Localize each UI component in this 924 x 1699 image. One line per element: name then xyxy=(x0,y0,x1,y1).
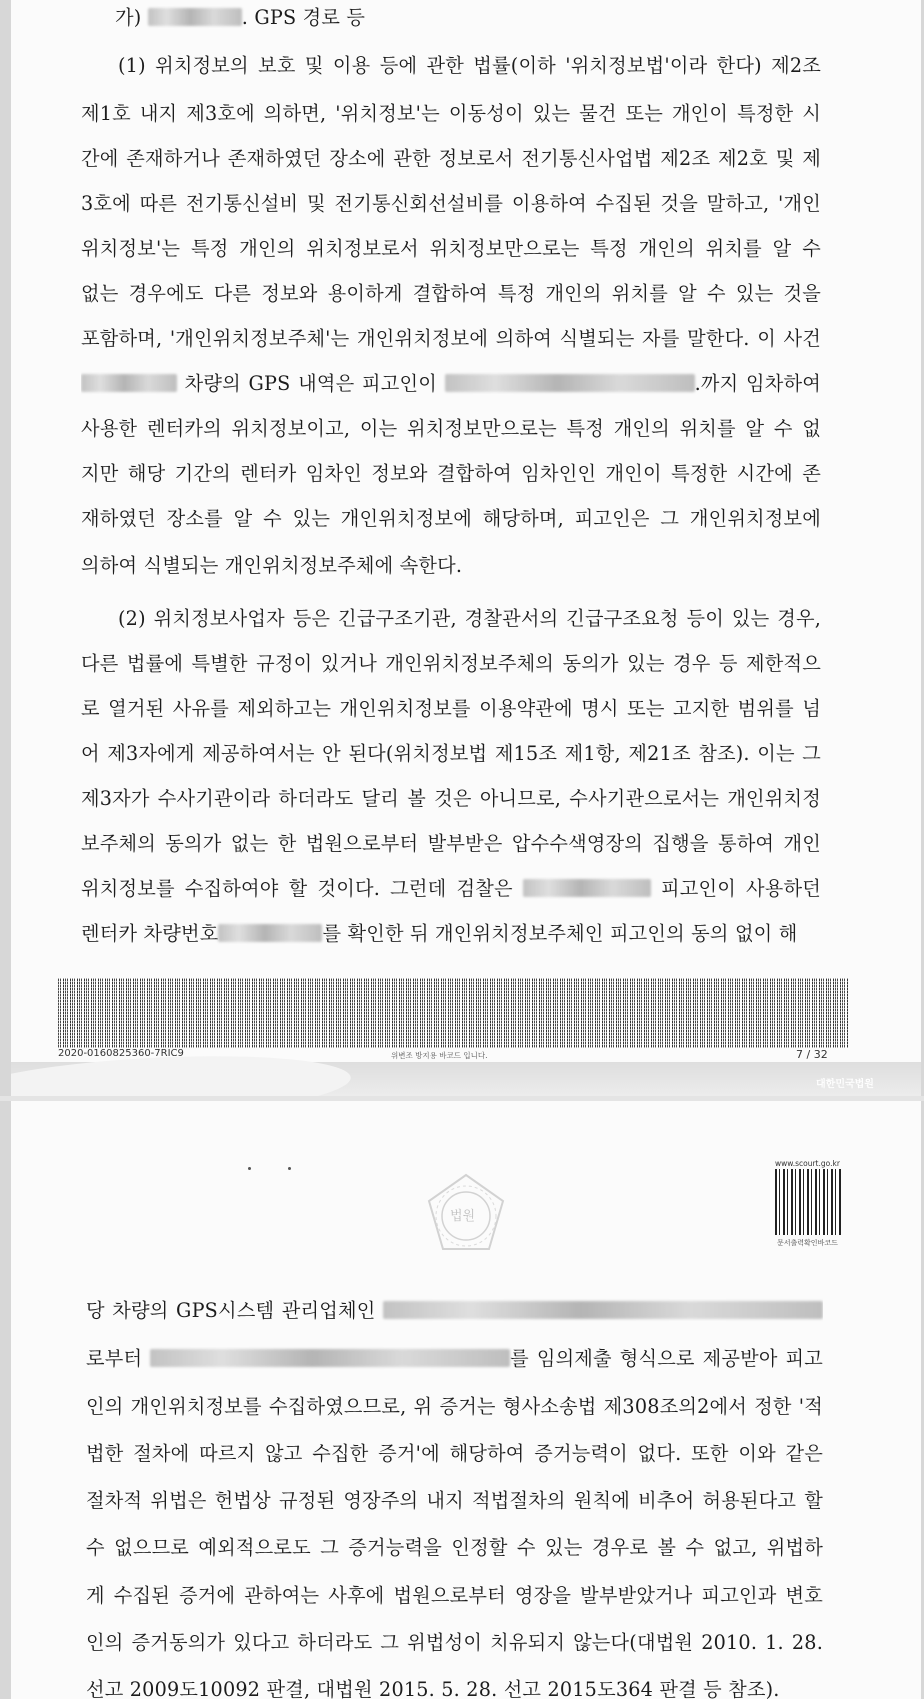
qr-label: 문서출력확인바코드 xyxy=(777,1239,838,1247)
verification-qr-code xyxy=(775,1169,841,1235)
text-segment: 보주체의 동의가 없는 한 법원으로부터 발부받은 압수수색영장의 집행을 통하여 개인 xyxy=(81,832,821,855)
text-segment: 로 열거된 사유를 제외하고는 개인위치정보를 이용약관에 명시 또는 고지한 범위를 넘 xyxy=(81,697,821,720)
text-line xyxy=(81,552,821,580)
text-segment: 제1호 내지 제3호에 의하면, '위치정보'는 이동성이 있는 물건 또는 개인이 특정한 시 xyxy=(81,102,821,125)
text-segment: 선고 2009도10092 판결, 대법원 2015. 5. 28. 선고 2015도364 판결 등 참조). xyxy=(86,1678,780,1699)
redaction-blur xyxy=(148,8,242,26)
text-segment: (1) 위치정보의 보호 및 이용 등에 관한 법률(이하 '위치정보법'이라 한다) 제2조 xyxy=(118,54,821,77)
text-line xyxy=(86,1534,823,1562)
text-line xyxy=(81,145,821,173)
text-line xyxy=(86,1487,823,1515)
text-line xyxy=(81,325,821,353)
text-segment: 간에 존재하거나 존재하였던 장소에 관한 정보로서 전기통신사업법 제2조 제2호 및 제 xyxy=(81,147,821,170)
qr-url: www.scourt.go.kr xyxy=(775,1159,840,1168)
text-segment: 다른 법률에 특별한 규정이 있거나 개인위치정보주체의 동의가 있는 경우 등 제한적으 xyxy=(81,652,821,675)
text-line xyxy=(81,740,821,768)
text-segment: 지만 해당 기간의 렌터카 임차인 정보와 결합하여 임차인인 개인이 특정한 시간에 존 xyxy=(81,462,821,485)
text-line xyxy=(86,1582,823,1610)
text-line xyxy=(81,650,821,678)
text-segment: 없는 경우에도 다른 정보와 용이하게 결합하여 특정 개인의 위치를 알 수 있는 것을 xyxy=(81,282,821,305)
text-line xyxy=(81,235,821,263)
redaction-blur xyxy=(81,374,177,392)
text-line xyxy=(81,460,821,488)
text-line xyxy=(118,605,821,633)
text-segment: 당 차량의 GPS시스템 관리업체인 xyxy=(86,1299,383,1322)
text-segment: 로부터 xyxy=(86,1347,151,1370)
text-line xyxy=(81,100,821,128)
text-line xyxy=(81,505,821,533)
text-segment: 를 확인한 뒤 개인위치정보주체인 피고인의 동의 없이 해 xyxy=(322,922,798,945)
text-segment: (2) 위치정보사업자 등은 긴급구조기관, 경찰관서의 긴급구조요청 등이 있는 경우, xyxy=(118,607,821,630)
text-line xyxy=(118,52,821,80)
text-segment: 재하였던 장소를 알 수 있는 개인위치정보에 해당하며, 피고인은 그 개인위치정보에 xyxy=(81,507,821,530)
text-line xyxy=(81,370,821,398)
text-segment: 수 없으므로 예외적으로도 그 증거능력을 인정할 수 있는 경우로 볼 수 없고, 위법하 xyxy=(86,1536,823,1559)
barcode-overlay xyxy=(58,978,848,1048)
text-segment: 위치정보를 수집하여야 할 것이다. 그런데 검찰은 xyxy=(81,877,523,900)
text-line xyxy=(86,1629,823,1657)
text-segment: . GPS 경로 등 xyxy=(241,6,366,29)
text-segment: 포함하며, '개인위치정보주체'는 개인위치정보에 의하여 식별되는 자를 말한다. 이 사건 xyxy=(81,327,821,350)
scan-speck xyxy=(248,1167,251,1170)
text-line xyxy=(86,1393,823,1421)
text-segment: 제3자가 수사기관이라 하더라도 달리 볼 것은 아니므로, 수사기관으로서는 개인위치정 xyxy=(81,787,821,810)
text-segment: 렌터카 차량번호 xyxy=(81,922,219,945)
court-seal-label: 법원 xyxy=(450,1209,476,1224)
text-line xyxy=(86,1440,823,1468)
text-segment: 차량의 GPS 내역은 피고인이 xyxy=(177,372,445,395)
scan-speck xyxy=(288,1167,291,1170)
text-line xyxy=(81,785,821,813)
text-line xyxy=(81,875,821,903)
text-segment: 어 제3자에게 제공하여서는 안 된다(위치정보법 제15조 제1항, 제21조 참조). 이는 그 xyxy=(81,742,821,765)
text-segment: 피고인이 사용하던 xyxy=(650,877,821,900)
text-segment: .까지 임차하여 xyxy=(694,372,821,395)
text-line xyxy=(81,415,821,443)
redaction-blur xyxy=(445,374,695,392)
court-logo-text: 대한민국법원 xyxy=(816,1079,874,1090)
text-line xyxy=(86,1297,823,1325)
document-page-7 xyxy=(11,0,921,1096)
text-segment: 인의 증거동의가 있다고 하더라도 그 위법성이 치유되지 않는다(대법원 2010. 1. 28. xyxy=(86,1631,823,1654)
text-segment: 의하여 식별되는 개인위치정보주체에 속한다. xyxy=(81,554,463,577)
text-segment: 절차적 위법은 헌법상 규정된 영장주의 내지 적법절차의 원칙에 비추어 허용된다고 할 xyxy=(86,1489,823,1512)
redaction-blur xyxy=(523,879,651,897)
text-segment: 가) xyxy=(115,6,148,29)
text-segment: 게 수집된 증거에 관하여는 사후에 법원으로부터 영장을 발부받았거나 피고인과 변호 xyxy=(86,1584,823,1607)
text-line xyxy=(81,190,821,218)
text-line xyxy=(115,4,821,32)
text-segment: 인의 개인위치정보를 수집하였으므로, 위 증거는 형사소송법 제308조의2에서 정한 '적 xyxy=(86,1395,823,1418)
barcode-note: 위변조 방지용 바코드 입니다. xyxy=(391,1051,488,1060)
text-line xyxy=(81,830,821,858)
text-segment: 법한 절차에 따르지 않고 수집한 증거'에 해당하여 증거능력이 없다. 또한 이와 같은 xyxy=(86,1442,823,1465)
document-id: 2020-0160825360-7RIC9 xyxy=(58,1048,184,1059)
document-page-8 xyxy=(11,1101,921,1699)
text-line xyxy=(86,1676,823,1699)
redaction-blur xyxy=(383,1301,823,1319)
text-line xyxy=(81,280,821,308)
redaction-blur xyxy=(150,1349,510,1367)
redaction-blur xyxy=(218,924,322,942)
page-number: 7 / 32 xyxy=(796,1048,828,1061)
text-line xyxy=(81,695,821,723)
text-segment: 를 임의제출 형식으로 제공받아 피고 xyxy=(510,1347,823,1370)
text-segment: 사용한 렌터카의 위치정보이고, 이는 위치정보만으로는 특정 개인의 위치를 알 수 없 xyxy=(81,417,821,440)
text-segment: 위치정보'는 특정 개인의 위치정보로서 위치정보만으로는 특정 개인의 위치를 알 수 xyxy=(81,237,821,260)
text-line xyxy=(86,1345,823,1373)
text-line xyxy=(81,920,821,948)
text-segment: 3호에 따른 전기통신설비 및 전기통신회선설비를 이용하여 수집된 것을 말하고, '개인 xyxy=(81,192,821,215)
